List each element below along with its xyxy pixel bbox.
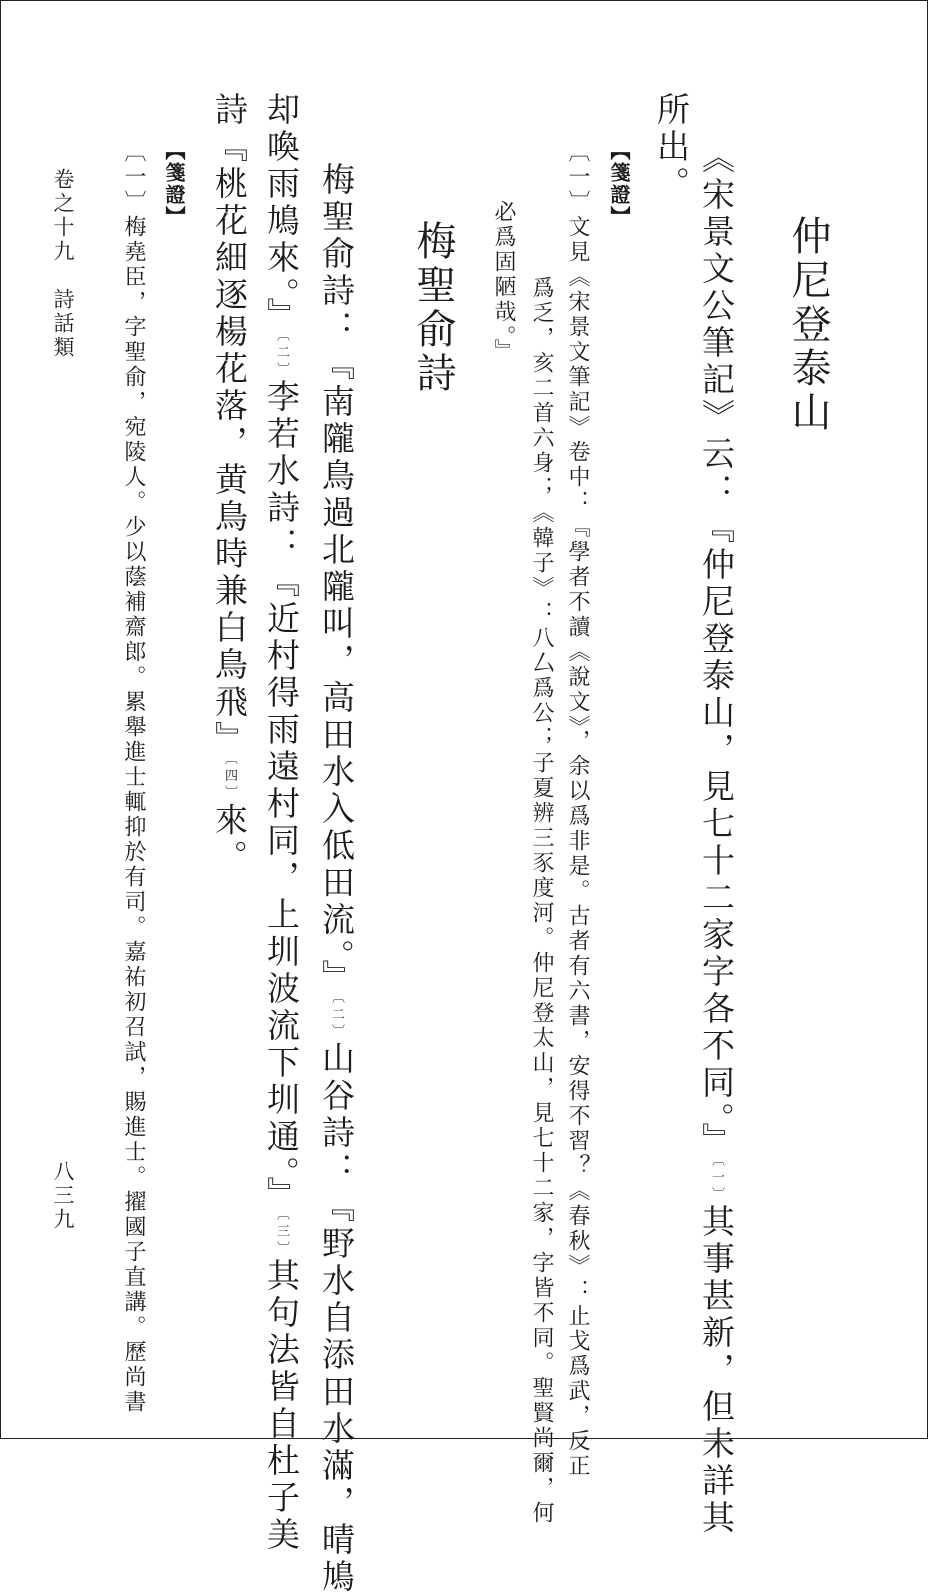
- note-line: 爲乏，亥二首六身；《韓子》：八厶爲公；子夏辨三豕度河。仲尼登太山，見七十二家，字皆不同。聖賢尚爾，何: [529, 276, 554, 1526]
- running-head: 卷之十九 詩話類: [51, 168, 75, 360]
- note-marker: 〔一〕: [709, 1159, 724, 1204]
- paragraph-text: 梅聖俞詩：『南隴鳥過北隴叫，高田水入低田流。』: [317, 162, 356, 997]
- paragraph-text: 却喚雨鳩來。』: [262, 92, 301, 335]
- note-marker: 〔四〕: [222, 758, 237, 803]
- note-line: 〔一〕梅堯臣，字聖俞，宛陵人。少以蔭補齋郎。累舉進士輒抑於有司。嘉祐初召試，賜進士。擢國子直講。歷尚書: [121, 140, 146, 1415]
- paragraph-text: 李若水詩：『近村得雨遠村同，上圳波流下圳通。』: [262, 379, 301, 1214]
- notes-header: 【箋證】: [607, 140, 631, 228]
- paragraph-line: [210, 92, 249, 877]
- note-line: 〔一〕文見《宋景文筆記》卷中：『學者不讀《說文》，余以爲非是。古者有六書，安得不習？《春秋》：止戈爲武，反正: [565, 140, 590, 1479]
- note-line: 必爲固陋哉。』: [491, 200, 516, 364]
- page-number: 八三九: [51, 1160, 75, 1232]
- section-title-meishengyu: 梅聖俞詩: [410, 220, 456, 396]
- paragraph-line: [262, 92, 301, 1554]
- paragraph-text: 其句法皆自杜子美: [262, 1258, 301, 1554]
- paragraph-text: 詩『桃花細逐楊花落，黄鳥時兼白鳥飛』: [210, 92, 249, 758]
- paragraph-line: [697, 140, 736, 1537]
- paragraph-line: 所出。: [652, 92, 691, 203]
- paragraph-text: 山谷詩：『野水自添田水滿，晴鳩: [317, 1041, 356, 1596]
- paragraph-line: [317, 162, 356, 1596]
- paragraph-text: 《宋景文公筆記》云：『仲尼登泰山，見七十二家字各不同。』: [697, 140, 736, 1160]
- note-marker: 〔三〕: [274, 1213, 289, 1258]
- note-marker: 〔二〕: [274, 334, 289, 379]
- paragraph-text: 來。: [210, 802, 249, 877]
- note-marker: 〔二〕: [329, 996, 344, 1041]
- notes-header: 【箋證】: [162, 140, 186, 228]
- section-title-zhongni: 仲尼登泰山: [785, 215, 831, 435]
- paragraph-text: 其事甚新，但未詳其: [697, 1204, 736, 1537]
